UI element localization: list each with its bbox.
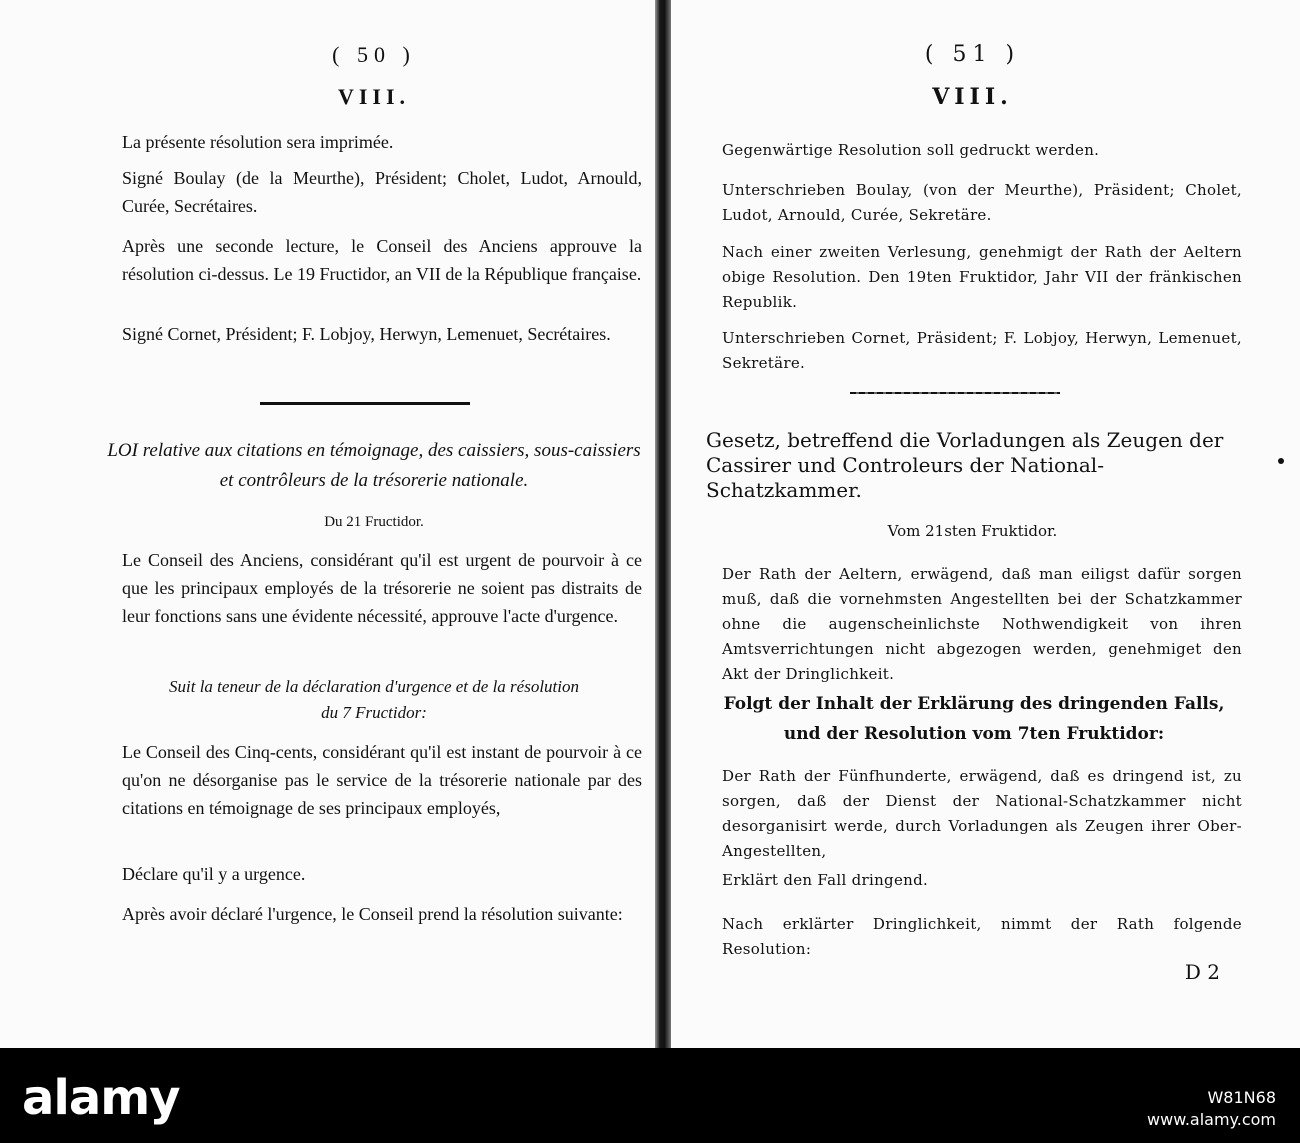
paragraph: La présente résolution sera imprimée.	[122, 132, 394, 152]
paragraph: Après avoir déclaré l'urgence, le Conseil prend la résolution suivante:	[122, 904, 623, 924]
paragraph: Der Rath der Aeltern, erwägend, daß man eiligst dafür sorgen muß, daß die vornehmsten Angestellten bei der Schatzkammer ohne die augenscheinlichste Nothwendigkeit von ihren Amtsverrichtungen nicht abgezogen werden, genehmiget den Akt der Dringlichkeit.	[722, 565, 1242, 683]
paragraph: Unterschrieben Cornet, Präsident; F. Lobjoy, Herwyn, Lemenuet, Sekretäre.	[722, 329, 1242, 372]
paragraph: Signé Cornet, Président; F. Lobjoy, Herwyn, Lemenuet, Secrétaires.	[122, 324, 611, 344]
image-code: W81N68	[1207, 1088, 1276, 1107]
law-date: Du 21 Fructidor.	[324, 514, 424, 530]
paragraph: Déclare qu'il y a urgence.	[122, 864, 306, 884]
folgt-heading-line-1: Folgt der Inhalt der Erklärung des dringenden Falls,	[723, 694, 1225, 714]
paragraph: Le Conseil des Anciens, considérant qu'il est urgent de pourvoir à ce que les principaux employés de la trésorerie ne soient pas distraits de leur fonctions sans une évidente nécessité, approuve l'acte d'urgence.	[122, 550, 642, 626]
page-number: ( 51 )	[924, 42, 1021, 67]
section-divider	[850, 392, 1060, 394]
paragraph: Unterschrieben Boulay, (von der Meurthe), Präsident; Cholet, Ludot, Arnould, Curée, Sekretäre.	[722, 181, 1242, 224]
page-number: ( 50 )	[332, 42, 416, 67]
watermark-bar	[0, 1048, 1300, 1143]
paragraph: Erklärt den Fall dringend.	[722, 871, 929, 889]
left-page	[100, 0, 648, 1048]
book-gutter	[655, 0, 671, 1048]
law-title: LOI relative aux citations en témoignage, des caissiers, sous-caissiers et contrôleurs de la trésorerie nationale.	[107, 440, 641, 491]
paragraph: Nach erklärter Dringlichkeit, nimmt der Rath folgende Resolution:	[722, 915, 1242, 958]
section-divider	[260, 402, 470, 405]
section-heading: VIII.	[337, 84, 411, 109]
folgt-heading-line-2: und der Resolution vom 7ten Fruktidor:	[783, 724, 1165, 744]
paragraph: Gegenwärtige Resolution soll gedruckt werden.	[722, 141, 1100, 159]
paragraph: Nach einer zweiten Verlesung, genehmigt der Rath der Aeltern obige Resolution. Den 19ten Fruktidor, Jahr VII der fränkischen Republik.	[722, 243, 1242, 311]
alamy-logo: alamy	[22, 1070, 180, 1126]
paragraph: Der Rath der Fünfhunderte, erwägend, daß es dringend ist, zu sorgen, daß der Dienst der National-Schatzkammer nicht desorganisirt werde, durch Vorladungen als Zeugen ihrer Ober-Angestellten,	[722, 767, 1242, 860]
law-date: Vom 21sten Fruktidor.	[887, 522, 1058, 540]
law-title: Gesetz, betreffend die Vorladungen als Zeugen der Cassirer und Controleurs der National-Schatzkammer.	[706, 428, 1224, 502]
watermark-url: www.alamy.com	[1147, 1110, 1276, 1129]
signature-mark: D 2	[1184, 960, 1220, 984]
paragraph: Le Conseil des Cinq-cents, considérant qu'il est instant de pourvoir à ce qu'on ne désorganise pas le service de la trésorerie nationale par des citations en témoignage de ses principaux employés,	[122, 742, 642, 818]
paragraph: Signé Boulay (de la Meurthe), Président; Cholet, Ludot, Arnould, Curée, Secrétaires.	[122, 168, 642, 216]
suit-heading-line-1: Suit la teneur de la déclaration d'urgence et de la résolution	[169, 677, 579, 696]
suit-heading-line-2: du 7 Fructidor:	[321, 703, 427, 722]
section-heading: VIII.	[932, 84, 1013, 110]
right-page	[700, 0, 1245, 1048]
paragraph: Après une seconde lecture, le Conseil des Anciens approuve la résolution ci-dessus. Le 19 Fructidor, an VII de la République française.	[122, 236, 642, 284]
ink-speck	[1278, 458, 1284, 464]
